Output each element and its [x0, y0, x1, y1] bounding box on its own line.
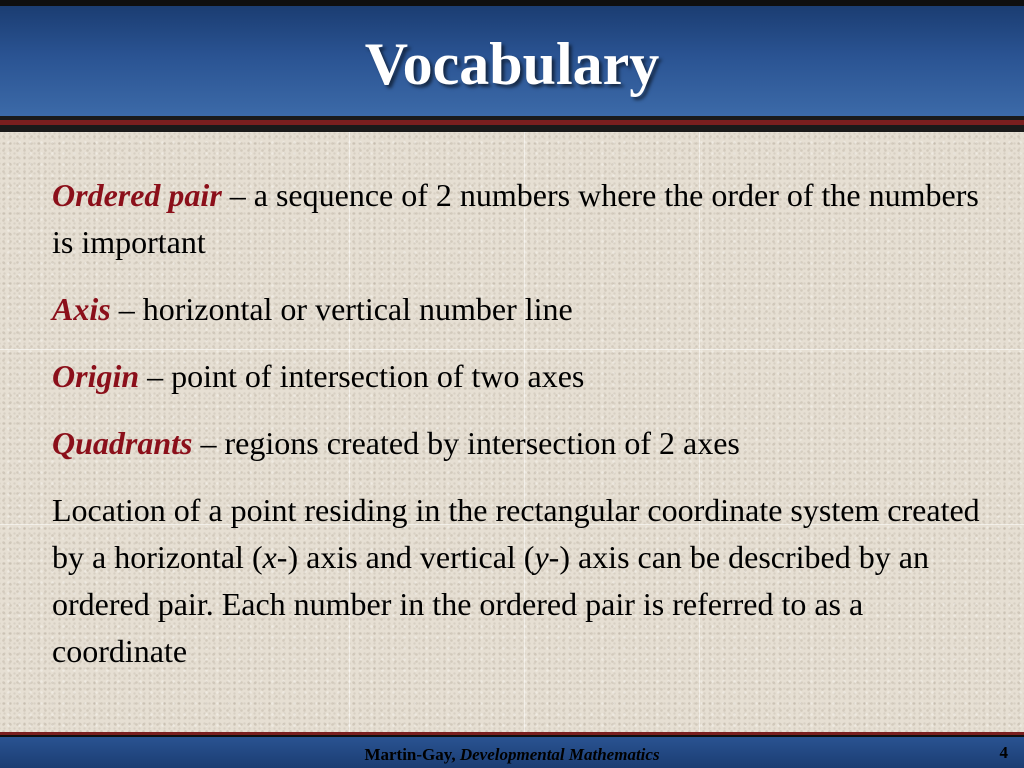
variable-y: y [534, 539, 549, 575]
coordinate-paragraph [52, 487, 982, 675]
title-divider [0, 125, 1024, 132]
definition-ordered-pair [52, 172, 982, 266]
definition-term: Axis [52, 291, 111, 327]
variable-x: x [262, 539, 277, 575]
footer-author: Martin-Gay, [364, 745, 460, 764]
definition-text: – point of intersection of two axes [139, 358, 585, 394]
paragraph-text: -) axis and vertical ( [276, 539, 535, 575]
definition-axis [52, 286, 982, 333]
footer-book-title: Developmental Mathematics [459, 745, 660, 764]
definition-origin [52, 353, 982, 400]
definition-text: – a sequence of 2 numbers where the order of the numbers is important [52, 177, 979, 260]
paragraph-text: -) axis can be described by an ordered pair. Each number in the ordered pair is referred to as a coordinate [52, 539, 929, 669]
definition-term: Quadrants [52, 425, 193, 461]
slide-title: Vocabulary [364, 31, 660, 97]
footer-citation [0, 745, 1024, 765]
page-number: 4 [999, 743, 1008, 762]
paragraph-text: Location of a point residing in the rectangular coordinate system created by a horizontal ( [52, 492, 980, 575]
definition-text: – regions created by intersection of 2 axes [192, 425, 740, 461]
definition-term: Origin [52, 358, 140, 394]
definition-quadrants [52, 420, 982, 467]
footer-bar [0, 735, 1024, 768]
definition-term: Ordered pair [52, 177, 222, 213]
definition-text: – horizontal or vertical number line [110, 291, 573, 327]
slide-body [52, 172, 982, 695]
title-bar [0, 0, 1024, 116]
